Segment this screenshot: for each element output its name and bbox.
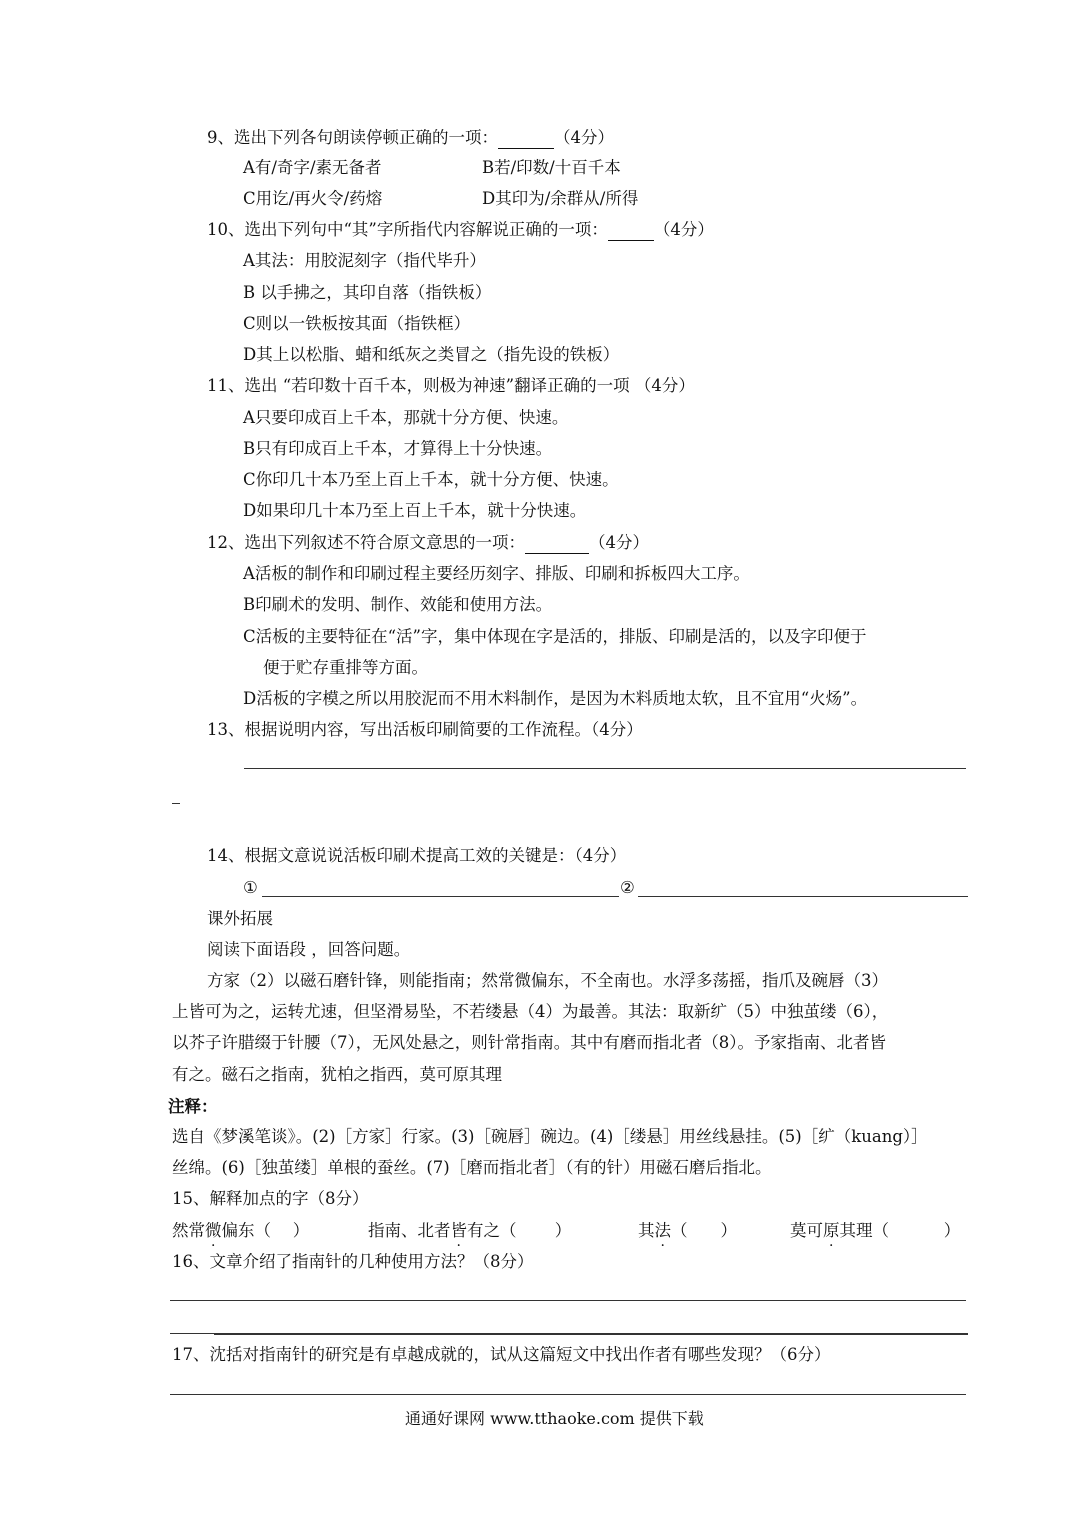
q11-stem: 11、选出 “若印数十百千本，则极为神速”翻译正确的一项 （4分） (207, 376, 695, 395)
q9-option-c: C用讫/再火令/药熔 (243, 189, 383, 208)
extension-prompt: 阅读下面语段 ，回答问题。 (207, 940, 411, 959)
q15-item-1: 然常微偏东（ ） (172, 1221, 310, 1240)
q14-stem: 14、根据文意说说活板印刷术提高工效的关键是：（4分） (207, 846, 627, 865)
page-footer: 通通好课网 www.tthaoke.com 提供下载 (405, 1409, 704, 1428)
q15-item-3: 其法（ ） (638, 1221, 737, 1240)
passage-line: 有之。磁石之指南，犹柏之指西，莫可原其理 (172, 1065, 502, 1084)
dotted-char: 法 (654, 1221, 671, 1240)
q9-option-d: D其印为/余群从/所得 (482, 189, 639, 208)
q11-option-b: B只有印成百上千本，才算得上十分快速。 (243, 439, 553, 458)
q10-answer-blank[interactable] (608, 222, 654, 241)
q10-option-c: C则以一铁板按其面（指铁框） (243, 314, 471, 333)
q16-answer-line-1[interactable] (170, 1300, 966, 1301)
q16-stem: 16、文章介绍了指南针的几种使用方法？（8分） (172, 1252, 534, 1271)
q12-stem: 12、选出下列叙述不符合原文意思的一项： （4分） (207, 533, 649, 552)
dotted-char: 皆 (450, 1221, 467, 1240)
q10-option-a: A其法：用胶泥刻字（指代毕升） (243, 251, 486, 270)
q12-option-c-cont: 便于贮存重排等方面。 (263, 658, 428, 677)
q13-stem: 13、根据说明内容，写出活板印刷简要的工作流程。（4分） (207, 720, 643, 739)
dotted-char: 原 (823, 1221, 840, 1240)
q11-option-d: D如果印几十本乃至上百上千本，就十分快速。 (243, 501, 587, 520)
passage-line: 方家（2）以磁石磨针锋，则能指南；然常微偏东，不全南也。水浮多荡摇，指爪及碗唇（3） (207, 971, 888, 990)
q10-stem: 10、选出下列句中“其”字所指代内容解说正确的一项： （4分） (207, 220, 714, 239)
q14-answer-line-1[interactable] (262, 896, 619, 897)
q14-answer-line-2[interactable] (638, 896, 968, 897)
q12-option-c: C活板的主要特征在“活”字，集中体现在字是活的，排版、印刷是活的，以及字印便于 (243, 627, 867, 646)
q14-mark-1: ① (243, 878, 258, 897)
extension-heading: 课外拓展 (207, 909, 273, 928)
q9-stem: 9、选出下列各句朗读停顿正确的一项： （4分） (207, 128, 614, 147)
q12-option-d: D活板的字模之所以用胶泥而不用木料制作，是因为木料质地太软，且不宜用“火炀”。 (243, 689, 868, 708)
notes-line: 丝绵。(6)［独茧缕］单根的蚕丝。(7)［磨而指北者］（有的针）用磁石磨后指北。 (172, 1158, 772, 1177)
q14-mark-2: ② (620, 878, 635, 897)
q12-answer-blank[interactable] (525, 535, 589, 554)
q13-answer-line[interactable] (244, 768, 966, 769)
q17-stem: 17、沈括对指南针的研究是有卓越成就的，试从这篇短文中找出作者有哪些发现？（6分） (172, 1345, 831, 1364)
notes-line: 选自《梦溪笔谈》。(2)［方家］行家。(3)［碗唇］碗边。(4)［缕悬］用丝线悬挂。(5)［纩（kuang）］ (172, 1127, 928, 1146)
dotted-char: 微 (205, 1221, 222, 1240)
q16-answer-line-2a (170, 1333, 214, 1334)
notes-label: 注释： (168, 1097, 218, 1116)
q10-option-b: B 以手拂之，其印自落（指铁板） (243, 283, 492, 302)
q9-option-b: B若/印数/十百千本 (482, 158, 621, 177)
q16-answer-line-2b[interactable] (214, 1333, 968, 1335)
passage-line: 以芥子许腊缀于针腰（7），无风处悬之，则针常指南。其中有磨而指北者（8）。予家指南、北者皆 (172, 1033, 886, 1052)
q11-option-a: A只要印成百上千本，那就十分方便、快速。 (243, 408, 569, 427)
q15-stem: 15、解释加点的字（8分） (172, 1189, 369, 1208)
q12-option-a: A活板的制作和印刷过程主要经历刻字、排版、印刷和拆板四大工序。 (243, 564, 750, 583)
q15-item-2: 指南、北者皆有之（ ） (368, 1221, 572, 1240)
q9-option-a: A有/奇字/素无备者 (243, 158, 382, 177)
q17-answer-line[interactable] (170, 1394, 966, 1395)
passage-line: 上皆可为之，运转尤速，但坚滑易坠，不若缕悬（4）为最善。其法：取新纩（5）中独茧缕（6）， (172, 1002, 889, 1021)
q12-option-b: B印刷术的发明、制作、效能和使用方法。 (243, 595, 553, 614)
q13-answer-line-tail (172, 803, 180, 804)
q10-option-d: D其上以松脂、蜡和纸灰之类冒之（指先设的铁板） (243, 345, 620, 364)
q11-option-c: C你印几十本乃至上百上千本，就十分方便、快速。 (243, 470, 619, 489)
q15-item-4: 莫可原其理（ ） (790, 1221, 961, 1240)
q9-answer-blank[interactable] (498, 130, 554, 149)
